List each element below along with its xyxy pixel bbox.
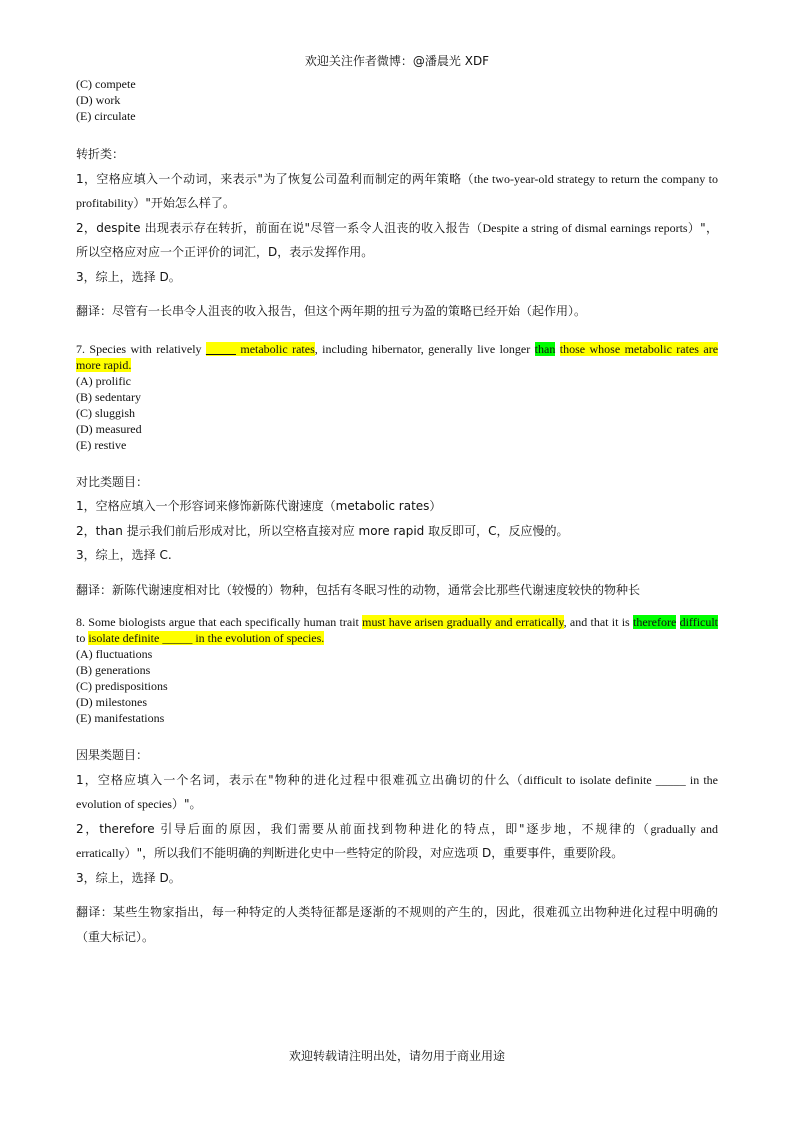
analysis-point-2: 2，than 提示我们前后形成对比，所以空格直接对应 more rapid 取反即可，C，反应慢的。: [76, 523, 569, 538]
blank: _____: [205, 341, 236, 356]
page-header: 欢迎关注作者微博：@潘晨光 XDF: [304, 54, 490, 68]
option-b: (B) sedentary: [76, 389, 141, 404]
option-c: (C) predispositions: [76, 679, 168, 693]
option-d: (D) milestones: [76, 695, 147, 709]
phrase-highlight: those whose metabolic rates are more rapid.: [76, 341, 719, 372]
section-contrast-turn: [76, 142, 718, 324]
analysis-point-2: 2，despite 出现表示存在转折，前面在说"尽管一系令人沮丧的收入报告（Despite a string of dismal earnings reports）"，所以空格应对应一个正评价的词汇，D，表示发挥作用。: [76, 220, 718, 259]
question-7: [76, 341, 718, 453]
keyword-highlight: difficult: [679, 615, 719, 629]
phrase-highlight: must have arisen gradually and erratically: [362, 615, 564, 629]
question-8: [76, 614, 718, 726]
analysis-point-3: 3，综上，选择 D。: [76, 269, 181, 284]
option-d: (D) work: [76, 93, 121, 107]
option-a: (A) fluctuations: [76, 647, 153, 661]
section-comparison: [76, 470, 718, 603]
section-title: 因果类题目：: [76, 748, 149, 762]
option-e: (E) circulate: [76, 109, 136, 123]
document-body: [76, 76, 718, 949]
translation: 翻译：某些生物家指出，每一种特定的人类特征都是逐渐的不规则的产生的，因此，很难孤立出物种进化过程中明确的（重大标记）。: [76, 905, 718, 944]
translation: 翻译：新陈代谢速度相对比（较慢的）物种，包括有冬眠习性的动物，通常会比那些代谢速度较快的物种长: [76, 582, 641, 597]
section-cause-effect: [76, 743, 718, 949]
keyword-highlight: than: [534, 341, 556, 356]
analysis-point-2: 2，therefore 引导后面的原因，我们需要从前面找到物种进化的特点，即"逐步地，不规律的（gradually and erratically）"，所以我们不能明确的判断进化史中一些特定的阶段，对应选项 D，重要事件，重要阶段。: [76, 821, 718, 860]
option-c: (C) sluggish: [76, 405, 136, 420]
phrase-highlight: isolate definite _____ in the evolution of species.: [88, 631, 325, 645]
option-c: (C) compete: [76, 77, 136, 91]
section-title: 转折类：: [76, 147, 125, 161]
analysis-point-1: 1，空格应填入一个名词，表示在"物种的进化过程中很难孤立出确切的什么（difficult to isolate definite _____ in the evolution of species）"。: [76, 772, 718, 811]
question-stem: 8. Some biologists argue that each specifically human trait must have arisen gradually and erratically, and that it is therefore difficult to isolate definite _____ in the evolution of species.: [76, 615, 719, 645]
analysis-point-3: 3，综上，选择 C.: [76, 548, 172, 562]
option-b: (B) generations: [76, 663, 151, 677]
previous-question-options: [76, 76, 718, 124]
analysis-point-3: 3，综上，选择 D。: [76, 870, 181, 885]
translation: 翻译：尽管有一长串令人沮丧的收入报告，但这个两年期的扭亏为盈的策略已经开始（起作用）。: [76, 304, 587, 318]
question-stem: 7. Species with relatively _____ metabolic rates, including hibernator, generally live longer than those whose metabolic rates are more rapid.: [76, 341, 719, 372]
section-title: 对比类题目：: [76, 474, 149, 489]
option-a: (A) prolific: [76, 373, 131, 388]
analysis-point-1: 1，空格应填入一个形容词来修饰新陈代谢速度（metabolic rates）: [76, 499, 442, 513]
page-footer: 欢迎转载请注明出处，请勿用于商业用途: [288, 1049, 505, 1063]
analysis-point-1: 1，空格应填入一个动词，来表示"为了恢复公司盈利而制定的两年策略（the two-year-old strategy to return the company to profitability）"开始怎么样了。: [76, 171, 718, 210]
option-e: (E) manifestations: [76, 711, 165, 725]
keyword-highlight: therefore: [632, 615, 677, 629]
option-d: (D) measured: [76, 421, 142, 436]
option-e: (E) restive: [76, 437, 127, 452]
